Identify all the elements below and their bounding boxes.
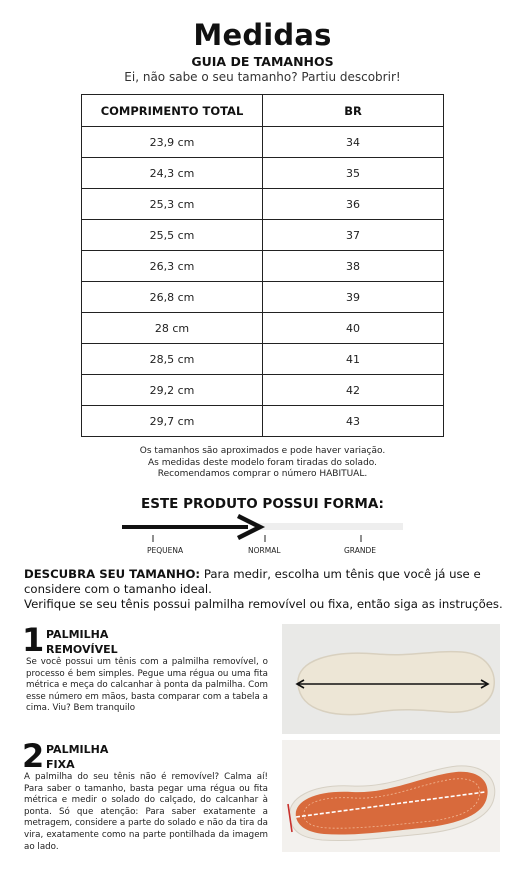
table-row <box>82 189 444 220</box>
cell-length: 28,5 cm <box>82 344 263 375</box>
scale-track <box>258 523 403 530</box>
scale-label-pequena: PEQUENA <box>147 546 184 555</box>
cell-length: 25,5 cm <box>82 220 263 251</box>
cell-length: 23,9 cm <box>82 127 263 158</box>
cell-length: 26,8 cm <box>82 282 263 313</box>
page-subtitle: GUIA DE TAMANHOS <box>191 54 334 69</box>
table-row <box>82 158 444 189</box>
cell-br: 38 <box>263 251 444 282</box>
cell-br: 43 <box>263 406 444 437</box>
cell-br: 35 <box>263 158 444 189</box>
step-2-text: A palmilha do seu tênis não é removível? Calma aí! Para saber o tamanho, basta pegar uma régua ou fita métrica e medir o solado do calçado, do calcanhar à ponta. Só que atenção: Para saber exatamente a metragem, considere a parte do solado e não da tira da vira, exatamente como na parte pontilhada da imagem ao lado. <box>24 772 268 852</box>
step-1-title-line1: PALMILHA <box>46 628 109 641</box>
note-line: Recomendamos comprar o número HABITUAL. <box>157 469 368 479</box>
size-table <box>81 94 444 437</box>
insole-photo <box>282 624 500 734</box>
cell-length: 24,3 cm <box>82 158 263 189</box>
table-row <box>82 220 444 251</box>
column-header-length: COMPRIMENTO TOTAL <box>82 95 263 127</box>
size-notes <box>0 446 525 481</box>
sole-photo <box>282 740 500 852</box>
discover-body: Para medir, escolha um tênis que você já use e considere com o tamanho ideal. <box>24 567 481 596</box>
discover-text <box>24 567 514 612</box>
forma-title: ESTE PRODUTO POSSUI FORMA: <box>141 496 384 512</box>
column-header-br: BR <box>263 95 444 127</box>
table-row <box>82 282 444 313</box>
cell-br: 42 <box>263 375 444 406</box>
page-title: Medidas <box>193 18 332 52</box>
table-row <box>82 344 444 375</box>
cell-br: 39 <box>263 282 444 313</box>
step-2-title <box>46 742 108 772</box>
table-header-row <box>82 95 444 127</box>
insole-shape <box>298 652 494 715</box>
cell-length: 26,3 cm <box>82 251 263 282</box>
cell-br: 36 <box>263 189 444 220</box>
table-row <box>82 406 444 437</box>
cell-length: 28 cm <box>82 313 263 344</box>
scale-label-grande: GRANDE <box>344 546 376 555</box>
step-1-title <box>46 627 118 657</box>
cell-br: 37 <box>263 220 444 251</box>
step-1-number: 1 <box>22 621 45 659</box>
cell-br: 41 <box>263 344 444 375</box>
step-1-text: Se você possui um tênis com a palmilha removível, o processo é bem simples. Pegue uma régua ou uma fita métrica e meça do calcanhar à ponta da palmilha. Com esse número em mãos, basta comparar com a tabela a cima. Viu? Bem tranquilo <box>26 657 268 714</box>
step-2-title-line2: FIXA <box>46 758 75 771</box>
cell-length: 29,2 cm <box>82 375 263 406</box>
discover-lead: DESCUBRA SEU TAMANHO: <box>24 567 201 581</box>
table-row <box>82 375 444 406</box>
note-line: Os tamanhos são aproximados e pode haver variação. <box>139 446 386 456</box>
note-line: As medidas deste modelo foram tiradas do solado. <box>147 457 377 468</box>
cell-br: 34 <box>263 127 444 158</box>
cell-length: 29,7 cm <box>82 406 263 437</box>
cell-br: 40 <box>263 313 444 344</box>
table-row <box>82 251 444 282</box>
step-2-number: 2 <box>22 737 45 775</box>
discover-body-2: Verifique se seu tênis possui palmilha removível ou fixa, então siga as instruções. <box>24 597 503 611</box>
table-row <box>82 313 444 344</box>
step-1-title-line2: REMOVÍVEL <box>46 643 118 656</box>
scale-label-normal: NORMAL <box>248 546 281 555</box>
cell-length: 25,3 cm <box>82 189 263 220</box>
table-row <box>82 127 444 158</box>
tagline: Ei, não sabe o seu tamanho? Partiu descobrir! <box>124 70 401 84</box>
step-2-title-line1: PALMILHA <box>46 743 109 756</box>
